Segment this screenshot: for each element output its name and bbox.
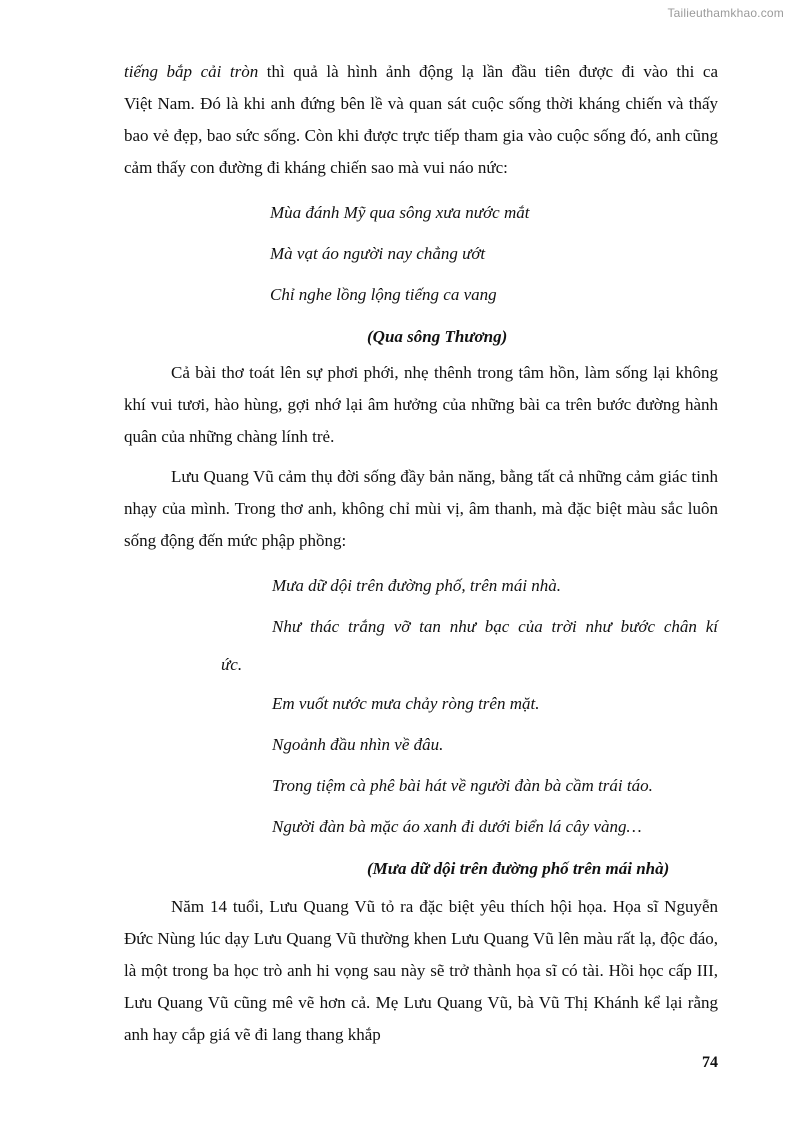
poem-2-line-5: Trong tiệm cà phê bài hát về người đàn bà cầm trái táo.: [272, 776, 653, 795]
poem-1-line-2: Mà vạt áo người nay chẳng ướt: [270, 244, 486, 263]
italic-phrase: tiếng bắp cải tròn: [124, 62, 259, 81]
poem-2-line-1: Mưa dữ dội trên đường phố, trên mái nhà.: [272, 576, 562, 595]
poem-1: [124, 192, 718, 359]
poem-2-line-4: Ngoảnh đầu nhìn về đâu.: [272, 735, 444, 754]
poem-2-line-6: Người đàn bà mặc áo xanh đi dưới biển lá cây vàng…: [272, 817, 642, 836]
page-number: 74: [702, 1054, 718, 1071]
paragraph-1-text: Việt Nam. Đó là khi anh đứng bên lề và quan sát cuộc sống thời kháng chiến và thấy bao vẻ đẹp, bao sức sống. Còn khi được trực tiếp tham gia vào cuộc sống đó, anh cũng cảm thấy con đường đi kháng chiến sao mà vui náo nức:: [124, 94, 718, 177]
poem-2-line-2: Như thác trắng vỡ tan như bạc của trời như bước chân kí: [272, 617, 718, 636]
poem-1-line-3: Chỉ nghe lồng lộng tiếng ca vang: [270, 285, 497, 304]
poem-2-line-2-continued: ức.: [221, 655, 243, 674]
poem-2-line-3: Em vuốt nước mưa chảy ròng trên mặt.: [272, 694, 540, 713]
poem-1-source: (Qua sông Thương): [367, 327, 508, 346]
paragraph-4: Năm 14 tuổi, Lưu Quang Vũ tỏ ra đặc biệt yêu thích hội họa. Họa sĩ Nguyễn Đức Nùng lúc dạy Lưu Quang Vũ thường khen Lưu Quang Vũ lên màu rất lạ, độc đáo, là một trong ba học trò anh hi vọng sau này sẽ trở thành họa sĩ có tài. Hồi học cấp III, Lưu Quang Vũ cũng mê vẽ hơn cả. Mẹ Lưu Quang Vũ, bà Vũ Thị Khánh kể lại rằng anh hay cắp giá vẽ đi lang thang khắp: [124, 897, 718, 1044]
document-body: [124, 56, 718, 1059]
paragraph-1-line1-text: thì quả là hình ảnh động lạ lần đầu tiên được đi vào thi ca: [258, 62, 718, 81]
poem-2: [124, 565, 718, 891]
paragraph-1: [124, 56, 718, 184]
watermark-text: Tailieuthamkhao.com: [667, 6, 784, 20]
paragraph-2: Cả bài thơ toát lên sự phơi phới, nhẹ thênh trong tâm hồn, làm sống lại không khí vui tươi, hào hùng, gợi nhớ lại âm hưởng của những bài ca trên bước đường hành quân của những chàng lính trẻ.: [124, 363, 718, 446]
poem-2-source: (Mưa dữ dội trên đường phố trên mái nhà): [367, 859, 670, 878]
poem-1-line-1: Mùa đánh Mỹ qua sông xưa nước mắt: [270, 203, 530, 222]
paragraph-3: Lưu Quang Vũ cảm thụ đời sống đầy bản năng, bằng tất cả những cảm giác tinh nhạy của mình. Trong thơ anh, không chỉ mùi vị, âm thanh, mà đặc biệt màu sắc luôn sống động đến mức phập phồng:: [124, 467, 718, 550]
